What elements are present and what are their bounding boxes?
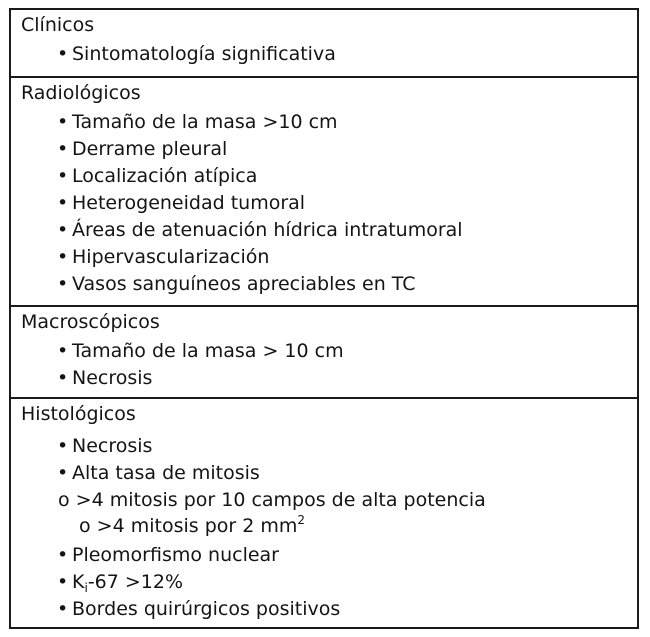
list-item: • Pleomorfismo nuclear — [72, 544, 279, 566]
section-heading: Clínicos — [21, 14, 95, 36]
sub-list-item: o >4 mitosis por 10 campos de alta potencia — [58, 489, 486, 511]
list-item: • Necrosis — [72, 435, 152, 457]
criteria-table — [9, 8, 639, 629]
list-item: • Localización atípica — [72, 165, 257, 187]
list-item-ki67 — [72, 571, 183, 593]
sub-list-item — [79, 515, 305, 537]
section-heading: Radiológicos — [21, 82, 141, 104]
section-histologicos — [11, 399, 637, 627]
list-item: • Derrame pleural — [72, 138, 227, 160]
ki67-k: K — [72, 571, 85, 593]
list-item: • Hipervascularización — [72, 246, 269, 268]
section-heading: Histológicos — [21, 403, 136, 425]
section-macroscopicos — [11, 307, 637, 399]
mitosis-area-text: o >4 mitosis por 2 mm — [79, 515, 298, 537]
list-item: • Vasos sanguíneos apreciables en TC — [72, 273, 416, 295]
section-radiologicos — [11, 78, 637, 307]
ki67-value: -67 >12% — [87, 571, 184, 593]
superscript-2: 2 — [297, 513, 306, 527]
list-item: • Bordes quirúrgicos positivos — [72, 598, 340, 620]
list-item: • Heterogeneidad tumoral — [72, 192, 305, 214]
list-item: • Tamaño de la masa > 10 cm — [72, 340, 344, 362]
list-item: • Áreas de atenuación hídrica intratumoral — [72, 219, 463, 241]
section-heading: Macroscópicos — [21, 311, 160, 333]
list-item: • Necrosis — [72, 367, 152, 389]
section-clinicos — [11, 10, 637, 78]
list-item: • Tamaño de la masa >10 cm — [72, 111, 338, 133]
ki67-subscript: i — [84, 581, 88, 595]
list-item: • Alta tasa de mitosis — [72, 462, 260, 484]
list-item: • Sintomatología significativa — [72, 43, 336, 65]
